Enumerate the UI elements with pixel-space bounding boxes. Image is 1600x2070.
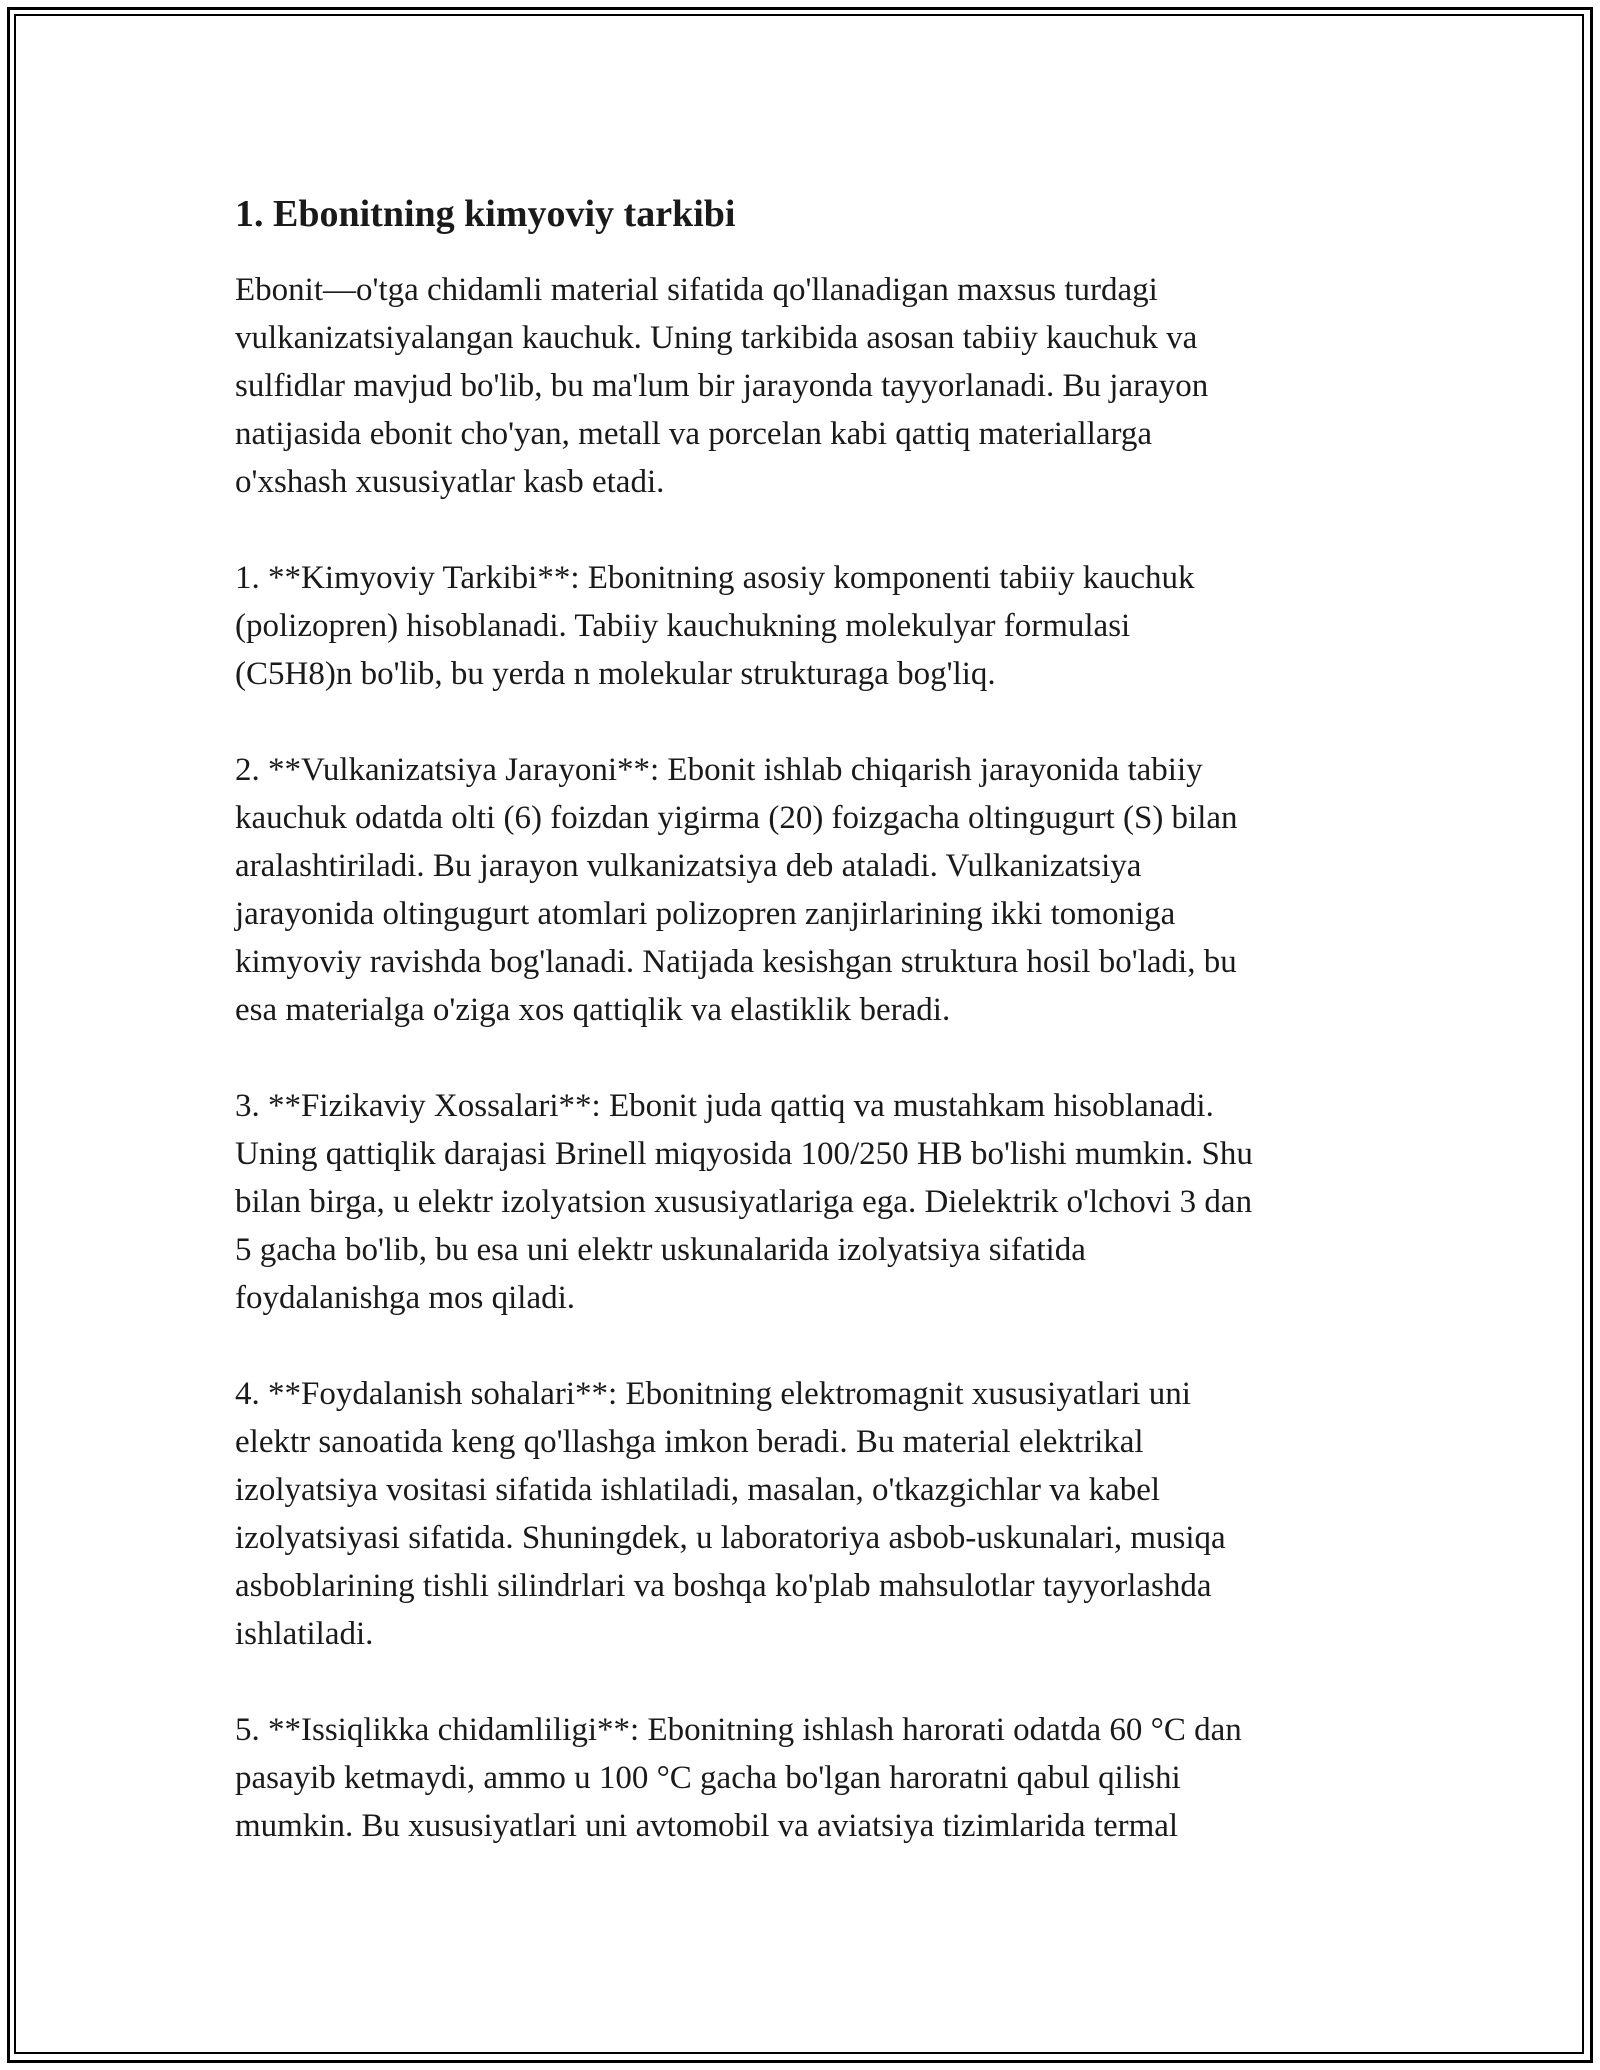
paragraph-heat-resistance: 5. **Issiqlikka chidamliligi**: Ebonitning ishlash harorati odatda 60 °C dan pasayib ketmaydi, ammo u 100 °C gacha bo'lgan haroratni qabul qilishi mumkin. Bu xususiyatlari uni avtomobil va aviatsiya tizimlarida termal [235,1712,1242,1844]
document-page [235,190,1395,1898]
paragraph-physical-properties: 3. **Fizikaviy Xossalari**: Ebonit juda qattiq va mustahkam hisoblanadi. Uning qattiqlik darajasi Brinell miqyosida 100/250 HB bo'lishi mumkin. Shu bilan birga, u elektr izolyatsion xususiyatlariga ega. Dielektrik o'lchovi 3 dan 5 gacha bo'lib, bu esa uni elektr uskunalarida izolyatsiya sifatida foydalanishga mos qiladi. [235,1088,1253,1316]
paragraph-applications: 4. **Foydalanish sohalari**: Ebonitning elektromagnit xususiyatlari uni elektr sanoatida keng qo'llashga imkon beradi. Bu material elektrikal izolyatsiya vositasi sifatida ishlatiladi, masalan, o'tkazgichlar va kabel izolyatsiyasi sifatida. Shuningdek, u laboratoriya asbob-uskunalari, musiqa asboblarining tishli silindrlari va boshqa ko'plab mahsulotlar tayyorlashda ishlatiladi. [235,1376,1226,1652]
section-heading: 1. Ebonitning kimyoviy tarkibi [235,193,736,235]
paragraph-chemical-composition: 1. **Kimyoviy Tarkibi**: Ebonitning asosiy komponenti tabiiy kauchuk (polizopren) hisoblanadi. Tabiiy kauchukning molekulyar formulasi (C5H8)n bo'lib, bu yerda n molekular strukturaga bog'liq. [235,560,1195,692]
paragraph-vulcanization: 2. **Vulkanizatsiya Jarayoni**: Ebonit ishlab chiqarish jarayonida tabiiy kauchuk odatda olti (6) foizdan yigirma (20) foizgacha oltingugurt (S) bilan aralashtiriladi. Bu jarayon vulkanizatsiya deb ataladi. Vulkanizatsiya jarayonida oltingugurt atomlari polizopren zanjirlarining ikki tomoniga kimyoviy ravishda bog'lanadi. Natijada kesishgan struktura hosil bo'ladi, bu esa materialga o'ziga xos qattiqlik va elastiklik beradi. [235,752,1238,1028]
intro-paragraph: Ebonit—o'tga chidamli material sifatida qo'llanadigan maxsus turdagi vulkanizatsiyalangan kauchuk. Uning tarkibida asosan tabiiy kauchuk va sulfidlar mavjud bo'lib, bu ma'lum bir jarayonda tayyorlanadi. Bu jarayon natijasida ebonit cho'yan, metall va porcelan kabi qattiq materiallarga o'xshash xususiyatlar kasb etadi. [235,272,1209,500]
